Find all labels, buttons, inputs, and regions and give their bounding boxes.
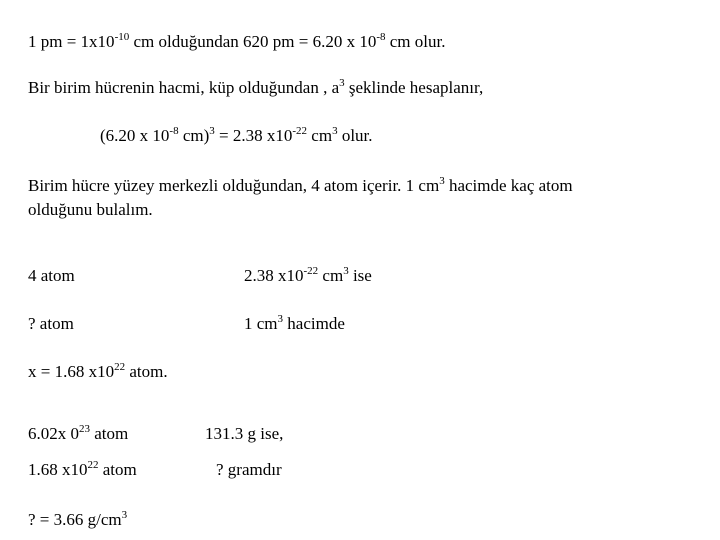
text-segment: = 2.38 x10 [214,126,293,145]
line-pm-conversion [28,31,445,53]
text-segment: 2.38 x10 [244,266,304,285]
text-segment: 1 pm = 1x10 [28,32,115,51]
row-4-atom-left [28,265,75,287]
superscript: 3 [439,175,445,187]
superscript: 22 [87,459,99,471]
text-segment: 1 cm [244,314,278,333]
text-segment: ise [348,266,372,285]
line-volume-calc [100,125,373,147]
superscript: 3 [121,509,128,521]
superscript: 3 [209,125,215,137]
superscript: 3 [277,313,284,325]
text-segment: cm [318,266,344,285]
text-segment: olur. [337,126,373,145]
superscript: 22 [114,361,126,373]
superscript: -22 [292,125,308,137]
line-volume-intro [28,77,483,99]
text-segment: x = 1.68 x10 [28,362,115,381]
text-segment: cm [307,126,333,145]
text-segment: cm) [178,126,210,145]
superscript: -8 [169,125,179,137]
text-segment: hacimde kaç atom [444,176,573,195]
row-4-atom-right [244,265,372,287]
superscript: 3 [339,77,345,89]
text-segment: ? = 3.66 g/cm [28,510,122,529]
row-mass-right [216,459,282,481]
text-segment: Birim hücre yüzey merkezli olduğundan, 4 atom içerir. 1 cm [28,176,440,195]
text-segment: 4 atom [28,266,75,285]
text-segment: 1.68 x10 [28,460,88,479]
text-segment: atom. [125,362,168,381]
line-atom-result [28,361,168,383]
text-segment: atom [90,424,129,443]
text-segment: (6.20 x 10 [100,126,170,145]
superscript: 23 [79,423,90,435]
row-mass-left [28,459,137,481]
text-segment: ? atom [28,314,74,333]
row-avogadro-right [205,423,283,445]
superscript: -10 [114,31,130,43]
row-unknown-atom-right [244,313,345,335]
superscript: 3 [343,265,349,277]
text-segment: 6.02x 0 [28,424,79,443]
text-segment: hacimde [283,314,345,333]
line-density-result [28,509,127,531]
text-segment: cm olur. [385,32,446,51]
text-segment: ? gramdır [216,460,282,479]
text-segment: 131.3 g ise, [205,424,284,443]
superscript: -8 [376,31,386,43]
row-avogadro-left [28,423,128,445]
line-fcc-statement [28,175,573,197]
text-segment: olduğunu bulalım. [28,200,153,219]
row-unknown-atom-left [28,313,74,335]
line-fcc-statement-cont [28,199,153,221]
text-segment: cm olduğundan 620 pm = 6.20 x 10 [129,32,377,51]
text-segment: Bir birim hücrenin hacmi, küp olduğundan , a [28,78,340,97]
text-segment: atom [98,460,137,479]
superscript: 3 [332,125,338,137]
text-segment: şeklinde hesaplanır, [344,78,484,97]
superscript: -22 [303,265,319,277]
